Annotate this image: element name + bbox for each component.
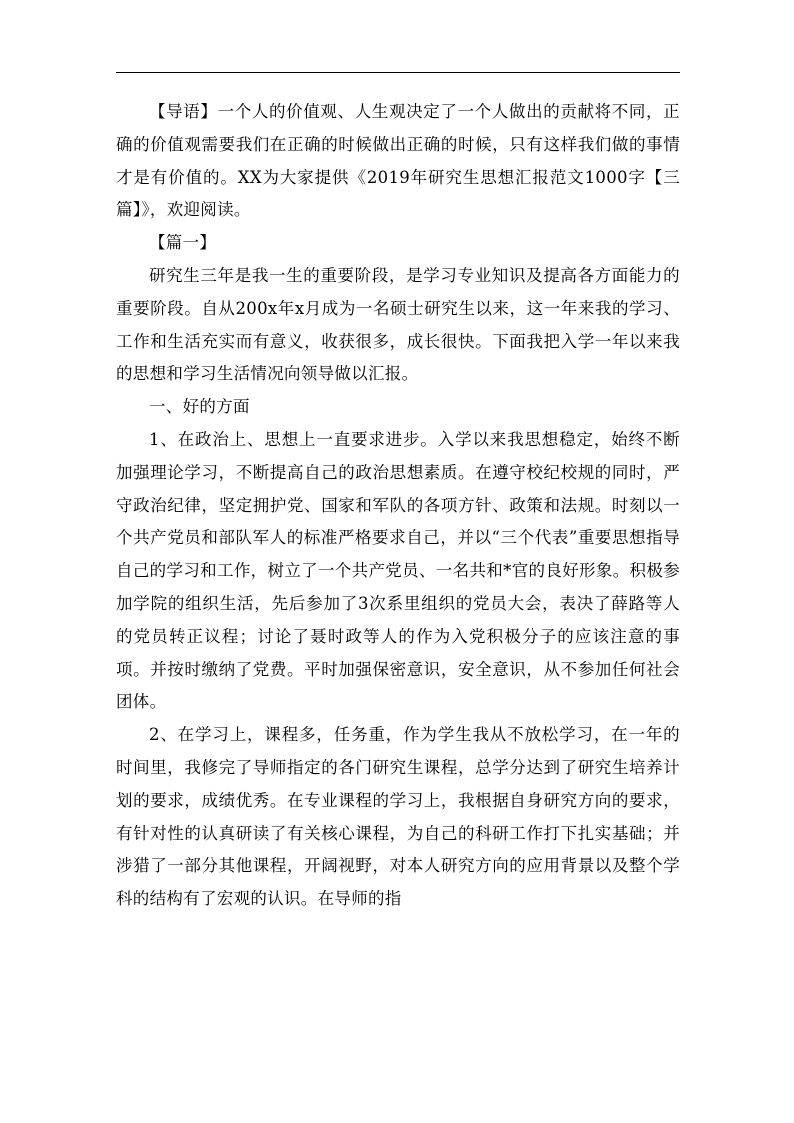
document-body [116,96,680,916]
subheading-good-aspects: 一、好的方面 [149,397,250,417]
study-paragraph: 2、在学习上，课程多，任务重，作为学生我从不放松学习，在一年的时间里，我修完了导师指定的各门研究生课程，总学分达到了研究生培养计划的要求，成绩优秀。在专业课程的学习上，我根据自身研究方向的要求，有针对性的认真研读了有关核心课程，为自己的科研工作打下扎实基础；并涉猎了一部分其他课程，开阔视野，对本人研究方向的应用背景以及整个学科的结构有了宏观的认识。在导师的指 [116,725,680,909]
intro-paragraph: 【导语】一个人的价值观、人生观决定了一个人做出的贡献将不同，正确的价值观需要我们在正确的时候做出正确的时候，只有这样我们做的事情才是有价值的。XX为大家提供《2019年研究生思想汇报范文1000字【三篇】》，欢迎阅读。 [116,102,680,220]
political-paragraph: 1、在政治上、思想上一直要求进步。入学以来我思想稳定，始终不断加强理论学习，不断提高自己的政治思想素质。在遵守校纪校规的同时，严守政治纪律，坚定拥护党、国家和军队的各项方针、政策和法规。时刻以一个共产党员和部队军人的标准严格要求自己，并以“三个代表”重要思想指导自己的学习和工作，树立了一个共产党员、一名共和*官的良好形象。积极参加学院的组织生活，先后参加了3次系里组织的党员大会，表决了薛路等人的党员转正议程；讨论了聂时政等人的作为入党积极分子的应该注意的事项。并按时缴纳了党费。平时加强保密意识，安全意识，从不参加任何社会团体。 [116,429,680,712]
header-rule [116,72,680,73]
opening-paragraph: 研究生三年是我一生的重要阶段，是学习专业知识及提高各方面能力的重要阶段。自从200x年x月成为一名硕士研究生以来，这一年来我的学习、工作和生活充实而有意义，收获很多，成长很快。下面我把入学一年以来我的思想和学习生活情况向领导做以汇报。 [116,265,680,384]
section-heading-part-one: 【篇一】 [149,233,217,253]
